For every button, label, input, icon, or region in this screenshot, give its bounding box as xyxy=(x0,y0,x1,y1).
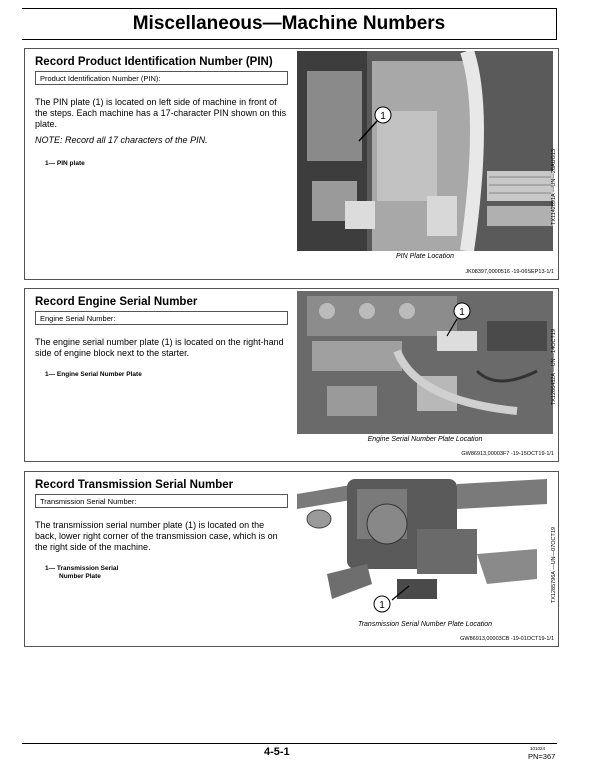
transmission-callout: 1 xyxy=(379,600,385,611)
page-number: 4-5-1 xyxy=(264,746,290,758)
pin-callout: 1 xyxy=(380,111,386,122)
transmission-legend xyxy=(45,565,118,581)
transmission-legend-line2: Number Plate xyxy=(59,573,101,580)
pin-ref: JK08397,0000516 -19-06SEP13-1/1 xyxy=(465,269,554,275)
pin-body-text: The PIN plate (1) is located on left side of machine in front of the steps. Each machine has a 17-character PIN shown on this plate. xyxy=(35,97,287,129)
engine-image-id: TX1286482A —UN—14OCT19 xyxy=(551,329,557,406)
pin-plate-photo xyxy=(297,51,553,251)
footer-code: 101024 xyxy=(530,746,546,751)
engine-photo-drawing xyxy=(297,291,553,434)
transmission-field[interactable]: Transmission Serial Number: xyxy=(35,494,288,508)
transmission-legend-line1: 1— Transmission Serial xyxy=(45,565,119,572)
pin-image-id: TX1142891A —UN—26AUG13 xyxy=(551,149,557,226)
engine-field[interactable]: Engine Serial Number: xyxy=(35,311,288,325)
pin-section-title: Record Product Identification Number (PIN) xyxy=(35,56,273,68)
pin-photo-drawing xyxy=(297,51,553,251)
transmission-ref: GW86913,00003CB -19-01OCT19-1/1 xyxy=(460,636,554,642)
engine-ref: GW86913,00003F7 -19-15OCT19-1/1 xyxy=(461,451,554,457)
transmission-caption: Transmission Serial Number Plate Location xyxy=(357,621,493,628)
engine-legend: 1— Engine Serial Number Plate xyxy=(45,371,142,378)
engine-body-text: The engine serial number plate (1) is located on the right-hand side of engine block next to the starter. xyxy=(35,337,284,358)
footer-divider xyxy=(22,743,557,744)
pin-field[interactable]: Product Identification Number (PIN): xyxy=(35,71,288,85)
transmission-plate-photo xyxy=(297,474,553,616)
engine-section-title: Record Engine Serial Number xyxy=(35,296,198,308)
engine-section xyxy=(24,288,559,462)
transmission-body-text: The transmission serial number plate (1) is located on the back, lower right corner of the transmission case, which is on the right side of the machine. xyxy=(35,520,278,552)
pin-note: NOTE: Record all 17 characters of the PIN. xyxy=(35,135,208,145)
transmission-image-id: TX1285796A —UN—07OCT19 xyxy=(551,527,557,604)
pin-section xyxy=(24,48,559,280)
engine-plate-photo xyxy=(297,291,553,434)
transmission-section xyxy=(24,471,559,647)
engine-callout: 1 xyxy=(459,307,465,318)
pin-caption: PIN Plate Location xyxy=(396,253,454,260)
transmission-photo-drawing xyxy=(297,474,553,616)
pin-legend: 1— PIN plate xyxy=(45,160,85,167)
page-title: Miscellaneous—Machine Numbers xyxy=(22,8,557,40)
pn-number: PN=367 xyxy=(528,752,556,761)
engine-caption: Engine Serial Number Plate Location xyxy=(367,436,483,443)
transmission-section-title: Record Transmission Serial Number xyxy=(35,479,234,491)
